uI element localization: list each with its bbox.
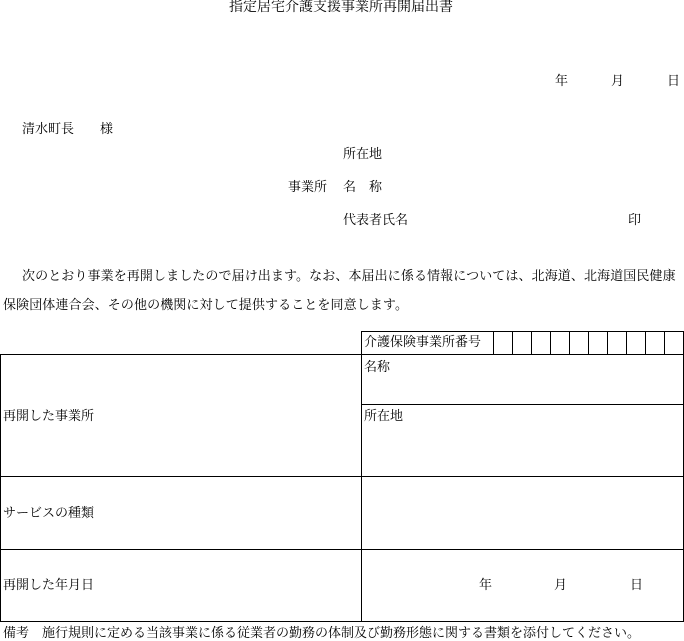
date-year: 年 [555, 74, 569, 89]
applicant-location-label: 所在地 [343, 147, 383, 162]
office-number-digit[interactable] [494, 332, 512, 354]
office-number-digit[interactable] [646, 332, 664, 354]
date-month: 月 [611, 74, 625, 89]
service-type-label: サービスの種類 [3, 506, 95, 521]
addressee: 清水町長 様 [22, 122, 114, 137]
office-number-digit[interactable] [551, 332, 569, 354]
reopen-date-day: 日 [630, 578, 644, 593]
office-location-label: 所在地 [364, 409, 404, 424]
table-line [0, 354, 684, 355]
office-number-digit[interactable] [665, 332, 683, 354]
consent-statement: 次のとおり事業を再開しましたので届け出ます。なお、本届出に係る情報については、北海道、北海道国民健康保険団体連合会、その他の機関に対して提供することを同意します。 [3, 269, 676, 313]
table-mid-line [361, 331, 362, 622]
table-left-line [0, 354, 1, 622]
office-name-label: 名称 [364, 360, 391, 375]
form-title: 指定居宅介護支援事業所再開届出書 [229, 0, 453, 15]
table-line [0, 549, 684, 550]
office-number-digit[interactable] [532, 332, 550, 354]
applicant-rep-label: 代表者氏名 [343, 213, 409, 228]
reopen-date-year: 年 [479, 578, 493, 593]
office-number-label: 介護保険事業所番号 [364, 335, 482, 350]
table-line [361, 404, 684, 405]
reopen-date-label: 再開した年月日 [3, 578, 95, 593]
remarks-note: 備考 施行規則に定める当該事業に係る従業者の勤務の体制及び勤務形態に関する書類を添付してください。 [3, 626, 641, 641]
date-day: 日 [667, 74, 681, 89]
office-number-digit[interactable] [627, 332, 645, 354]
office-number-digit[interactable] [570, 332, 588, 354]
office-number-digit[interactable] [513, 332, 531, 354]
applicant-office-label: 事業所 [288, 180, 328, 195]
applicant-seal-label: 印 [628, 213, 642, 228]
table-line [0, 476, 684, 477]
office-number-digit[interactable] [608, 332, 626, 354]
reopen-date-month: 月 [554, 578, 568, 593]
applicant-name-label: 名 称 [343, 180, 383, 195]
office-number-digit[interactable] [589, 332, 607, 354]
table-bottom-line [0, 621, 684, 622]
reopened-office-label: 再開した事業所 [3, 409, 95, 424]
